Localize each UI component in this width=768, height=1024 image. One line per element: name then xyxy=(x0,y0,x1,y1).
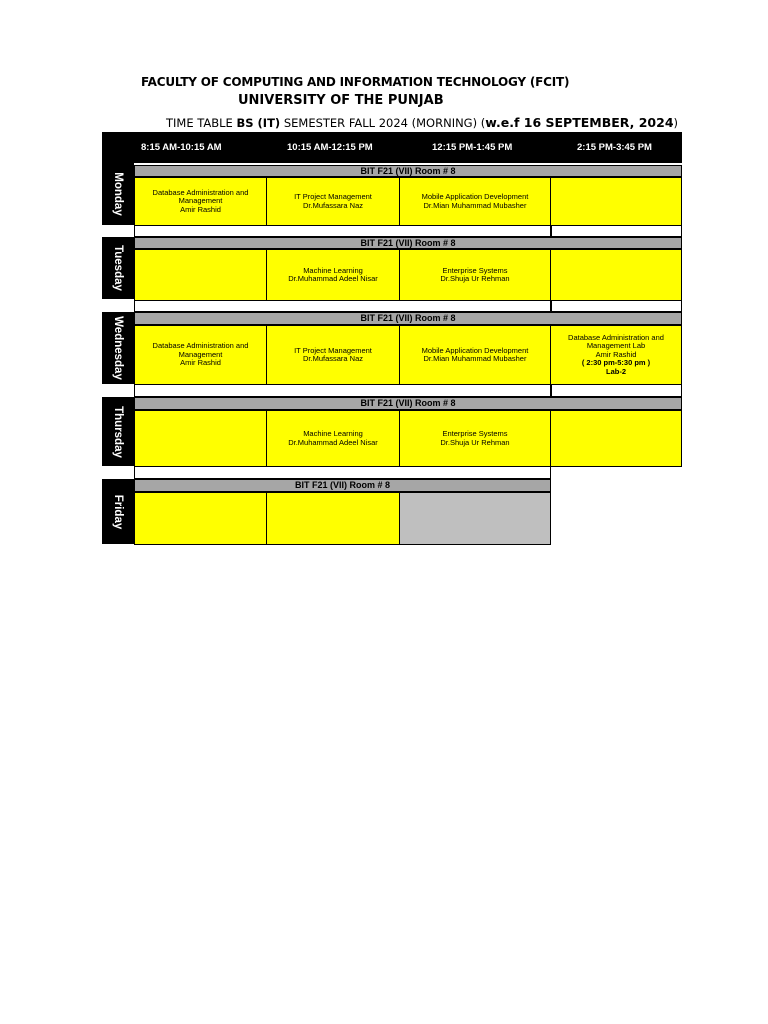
university-title: UNIVERSITY OF THE PUNJAB xyxy=(238,93,444,108)
slot-header-1: 8:15 AM-10:15 AM xyxy=(141,142,222,153)
day-monday xyxy=(102,163,134,225)
teacher-name: Dr.Mian Muhammad Mubasher xyxy=(423,354,527,363)
slot-header-2: 10:15 AM-12:15 PM xyxy=(287,142,373,153)
class-cell xyxy=(134,492,267,545)
teacher-name: Dr.Mufassara Naz xyxy=(302,354,364,363)
day-label: Wednesday xyxy=(112,316,124,380)
blocked-cell xyxy=(399,492,551,545)
room-bar-monday: BIT F21 (VII) Room # 8 xyxy=(134,165,682,177)
lab-time: ( 2:30 pm-5:30 pm ) xyxy=(581,358,651,368)
course-name: Mobile Application Development xyxy=(421,345,529,355)
teacher-name: Amir Rashid xyxy=(180,358,221,368)
class-cell xyxy=(550,410,682,467)
row-gap-divider xyxy=(550,300,552,312)
day-wednesday xyxy=(102,312,134,384)
timetable-prefix: TIME TABLE xyxy=(166,116,237,130)
class-cell xyxy=(266,325,400,385)
course-name: Database Administration and Management xyxy=(152,187,249,206)
course-name: Enterprise Systems xyxy=(442,429,508,438)
course-name: IT Project Management xyxy=(294,345,372,355)
day-label: Friday xyxy=(112,494,124,529)
teacher-name: Dr.Shuja Ur Rehman xyxy=(440,437,510,447)
class-cell-lab xyxy=(550,325,682,385)
course-name: Machine Learning xyxy=(303,265,363,275)
class-cell xyxy=(266,249,400,301)
lab-venue: Lab-2 xyxy=(605,366,626,376)
room-bar-friday: BIT F21 (VII) Room # 8 xyxy=(134,479,551,492)
class-cell xyxy=(550,177,682,226)
class-cell xyxy=(399,410,551,467)
row-gap xyxy=(134,225,682,237)
row-gap xyxy=(134,384,682,397)
class-cell xyxy=(550,249,682,301)
room-bar-wednesday: BIT F21 (VII) Room # 8 xyxy=(134,312,682,325)
teacher-name: Amir Rashid xyxy=(180,204,221,214)
slot-header-4: 2:15 PM-3:45 PM xyxy=(577,142,652,153)
row-gap xyxy=(134,300,682,312)
teacher-name: Dr.Shuja Ur Rehman xyxy=(440,274,510,283)
timetable-suffix: ) xyxy=(673,116,679,130)
class-cell xyxy=(266,492,400,545)
course-name: Database Administration and Management Lab xyxy=(568,332,664,351)
day-friday xyxy=(102,479,134,544)
teacher-name: Dr.Mian Muhammad Mubasher xyxy=(423,200,527,210)
course-name: IT Project Management xyxy=(294,192,372,201)
class-cell xyxy=(399,249,551,301)
course-name: Enterprise Systems xyxy=(442,265,508,275)
day-label: Thursday xyxy=(112,405,124,458)
timetable-title xyxy=(166,115,678,130)
class-cell xyxy=(134,410,267,467)
row-gap-divider xyxy=(550,225,552,237)
class-cell xyxy=(134,249,267,301)
slot-header-3: 12:15 PM-1:45 PM xyxy=(432,142,513,153)
days-label: Days/ xyxy=(106,139,128,148)
time-label: Time xyxy=(108,148,126,157)
day-thursday xyxy=(102,397,134,466)
timetable-middle: SEMESTER FALL 2024 (MORNING) ( xyxy=(280,116,486,130)
teacher-name: Amir Rashid xyxy=(595,349,637,359)
day-label: Monday xyxy=(112,172,124,216)
faculty-title: FACULTY OF COMPUTING AND INFORMATION TECHNOLOGY (FCIT) xyxy=(141,75,570,89)
room-bar-thursday: BIT F21 (VII) Room # 8 xyxy=(134,397,682,410)
row-gap-divider xyxy=(550,384,552,397)
day-tuesday xyxy=(102,237,134,299)
course-name: Database Administration and Management xyxy=(152,341,249,359)
class-cell xyxy=(399,325,551,385)
class-cell xyxy=(266,177,400,226)
course-name: Mobile Application Development xyxy=(421,192,529,201)
row-gap xyxy=(134,466,551,479)
class-cell xyxy=(399,177,551,226)
day-label: Tuesday xyxy=(112,245,124,291)
timetable-wef: w.e.f 16 SEPTEMBER, 2024 xyxy=(485,115,674,130)
room-bar-tuesday: BIT F21 (VII) Room # 8 xyxy=(134,237,682,249)
course-name: Machine Learning xyxy=(303,429,363,438)
timetable-program: BS (IT) xyxy=(236,116,281,130)
teacher-name: Dr.Muhammad Adeel Nisar xyxy=(288,437,378,447)
days-time-label xyxy=(102,132,132,163)
teacher-name: Dr.Muhammad Adeel Nisar xyxy=(288,274,378,283)
class-cell xyxy=(266,410,400,467)
class-cell xyxy=(134,177,267,226)
teacher-name: Dr.Mufassara Naz xyxy=(302,200,364,210)
class-cell xyxy=(134,325,267,385)
